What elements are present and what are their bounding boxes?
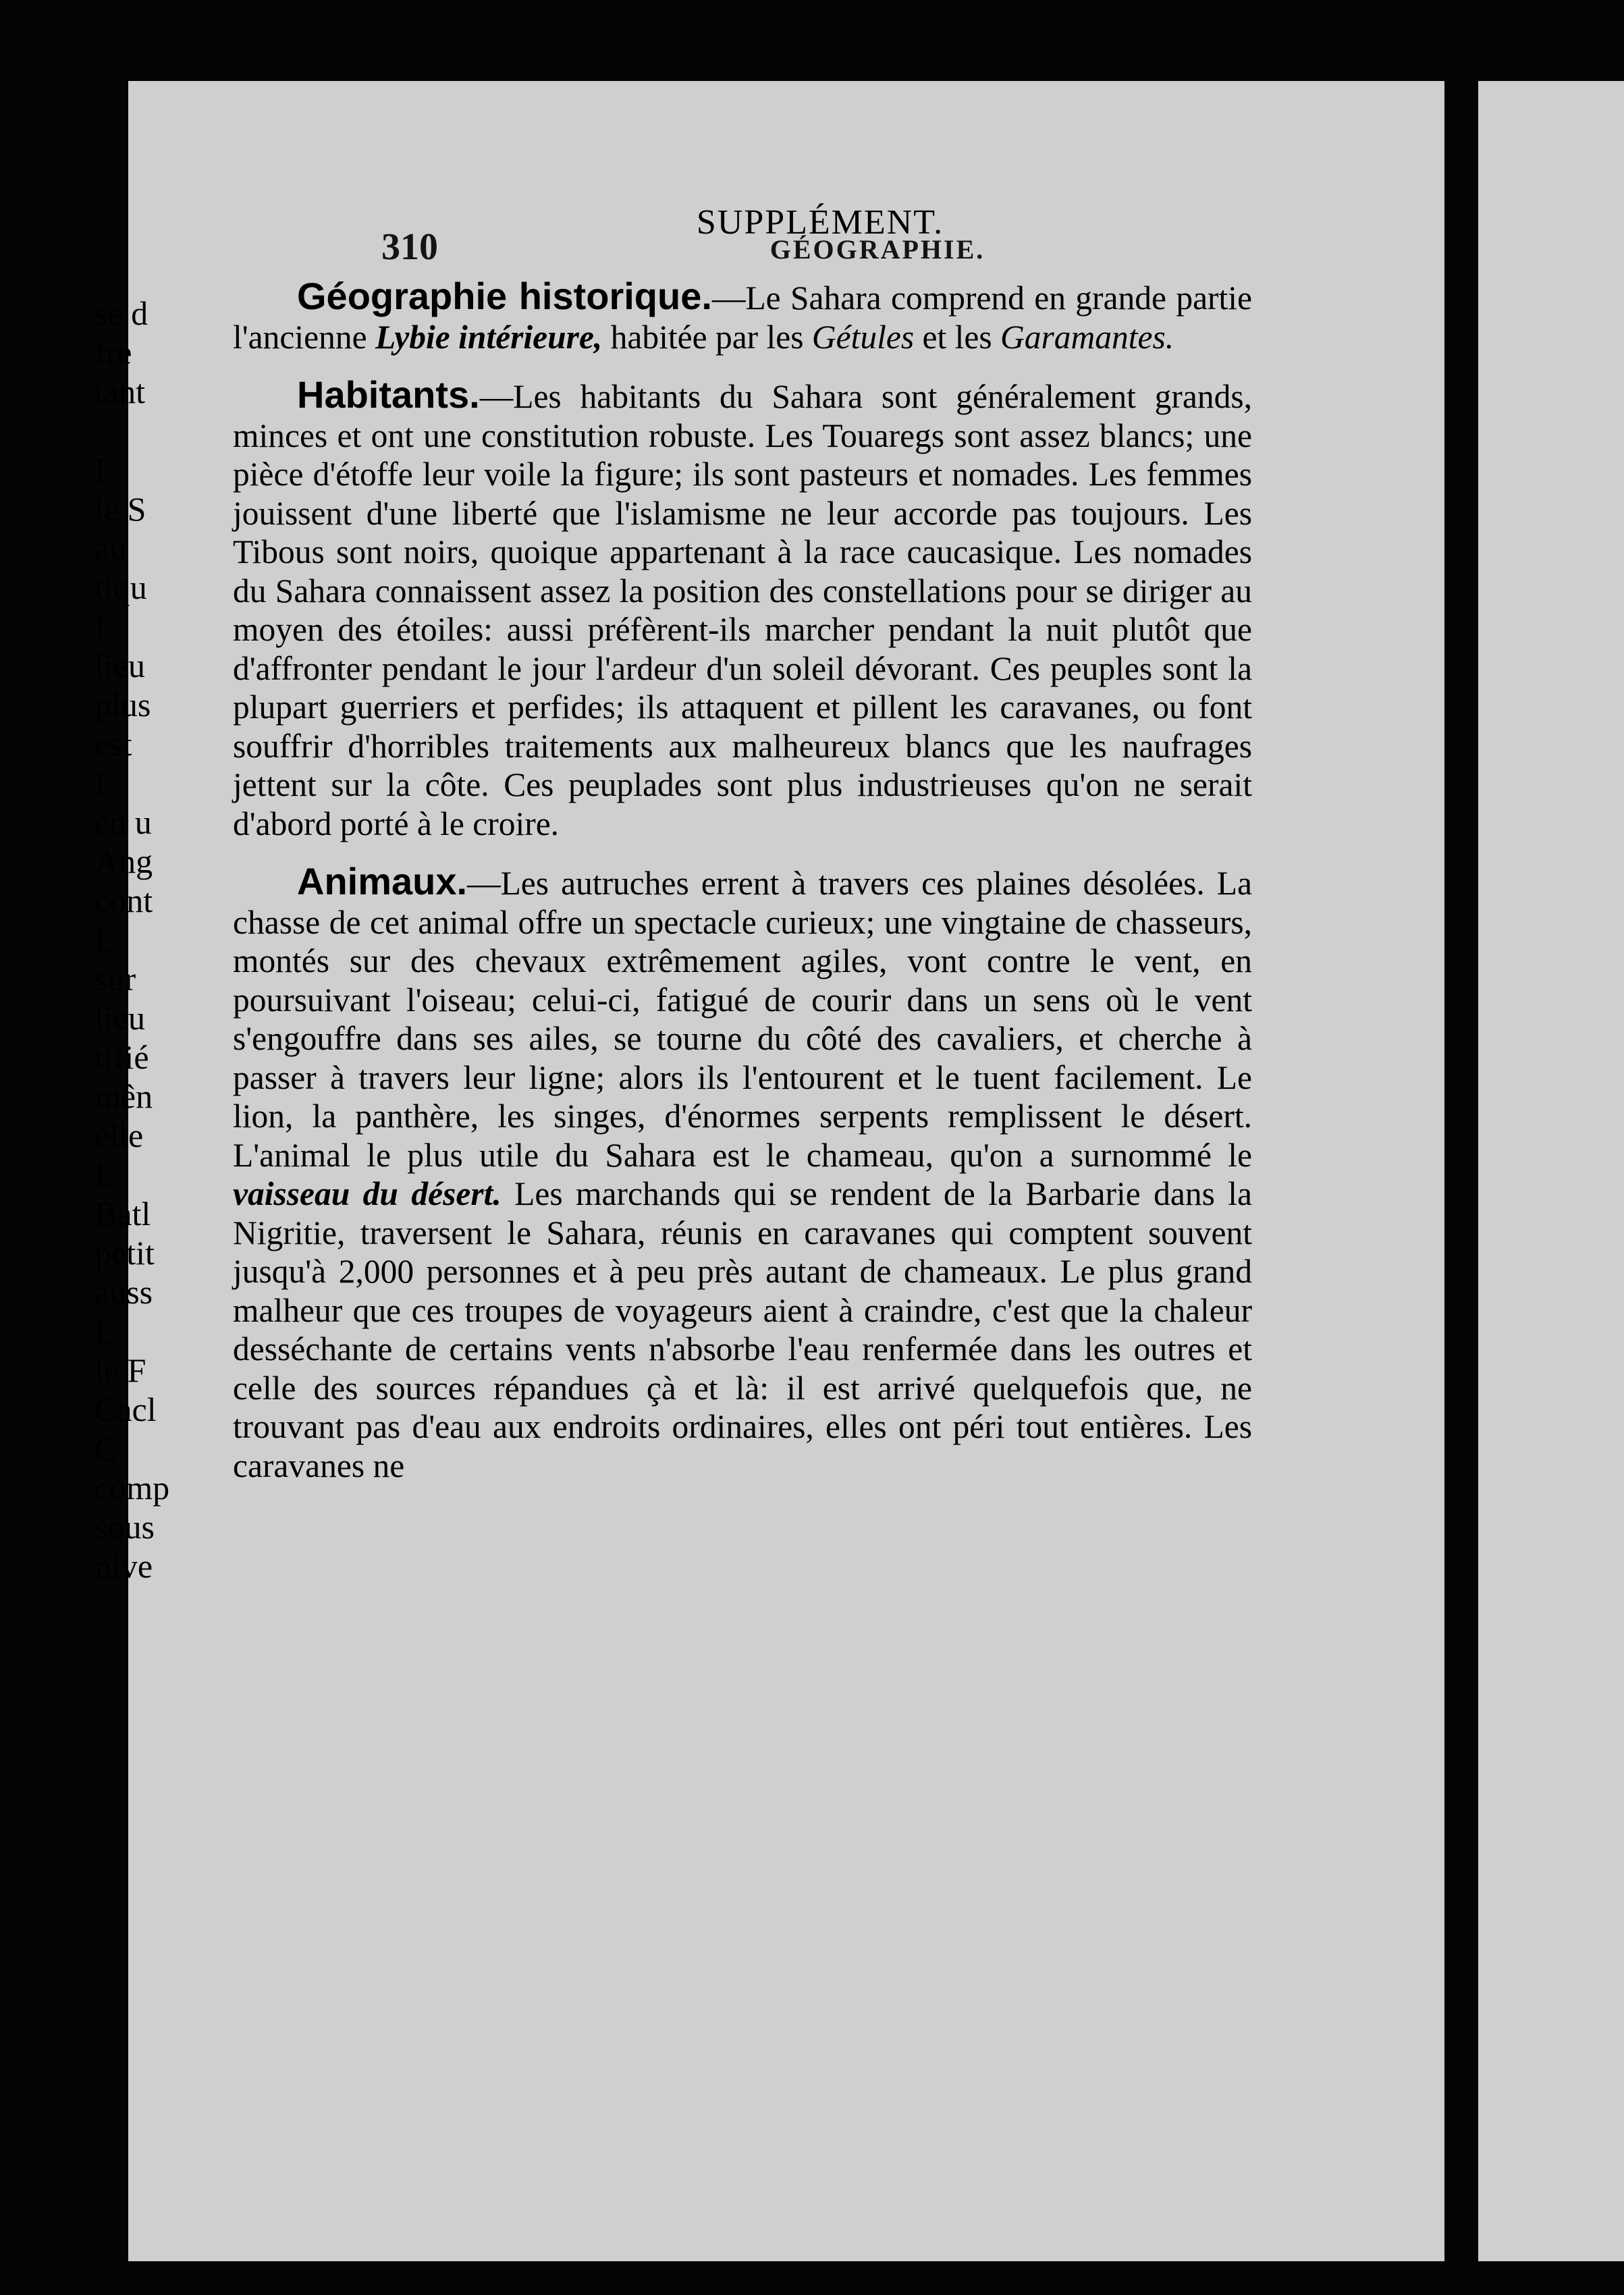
text-segment: Gétules [811, 318, 915, 356]
paragraph-heading: Géographie historique. [297, 275, 712, 317]
right-page-line: se d [94, 294, 148, 332]
right-page-line: comp [94, 1469, 170, 1507]
right-page-fragments [94, 294, 189, 1586]
right-page-line: tant [94, 373, 145, 410]
right-page-line: auss [94, 1273, 153, 1311]
text-segment: Garamantes. [1000, 318, 1174, 356]
right-page-line: I [94, 608, 106, 645]
right-page-line: Ang [94, 842, 153, 880]
paragraph [233, 862, 1252, 1485]
right-page-line: nive [94, 1547, 153, 1585]
right-page-line: en u [94, 803, 152, 841]
text-segment: —Les autruches errent à travers ces plaines désolées. La chasse de cet animal offre un spectacle curieux; une vingtaine de chasseurs, montés sur des chevaux extrêmement agiles, vont contre le vent, en poursuivant l'oiseau; celui-ci, fatigué de courir dans un sens où le vent s'engouffre dans ses ailes, se tourne du côté des cavaliers, et cherche à passer à travers leur ligne; alors ils l'entourent et le tuent facilement. Le lion, la panthère, les singes, d'énormes serpents remplissent le désert. L'animal le plus utile du Sahara est le chameau, qu'on a surnommé le [233, 865, 1252, 1174]
right-page-line: elle [94, 1116, 144, 1154]
paragraph [233, 277, 1252, 356]
right-page-line: cont [94, 882, 153, 919]
right-page-line: lieu [94, 647, 145, 684]
right-page-line: sous [94, 1508, 155, 1546]
right-page-edge [1478, 81, 1624, 2261]
page-number: 310 [381, 226, 438, 268]
body-text [233, 277, 1252, 1504]
right-page-line: fre [94, 333, 132, 371]
paragraph [233, 375, 1252, 843]
right-page-line: le S [94, 490, 146, 528]
right-page-line: C [94, 1430, 117, 1467]
right-page-line: Batl [94, 1195, 151, 1233]
running-title: GÉOGRAPHIE. [769, 234, 985, 265]
right-page-line: L [94, 921, 115, 959]
text-segment: vaisseau du désert. [233, 1175, 502, 1212]
text-segment: —Le Sahara comprend en grande partie l'ancienne [233, 279, 1253, 356]
right-page-line: mên [94, 1077, 153, 1115]
text-segment: Lybie intérieure, [375, 318, 603, 356]
text-segment: habitée par les [602, 318, 812, 356]
right-page-line: plus [94, 686, 151, 724]
right-page-line: I [94, 764, 106, 802]
right-page-line [94, 411, 189, 450]
text-segment: —Les habitants du Sahara sont généralement grands, minces et ont une constitution robuste. Les Touaregs sont assez blancs; une pièce d'étoffe leur voile la figure; ils sont pasteurs et nomades. Les femmes jouissent d'une liberté que l'islamisme ne leur accorde pas toujours. Les Tibous sont noirs, quoique appartenant à la race caucasique. Les nomades du Sahara connaissent assez la position des constellations pour se diriger au moyen des étoiles: aussi préfèrent-ils marcher pendant la nuit plutôt que d'affronter pendant le jour l'ardeur d'un soleil dévorant. Ces peuples sont la plupart guerriers et perfides; ils attaquent et pillent les caravanes, ou font souffrir d'horribles traitements aux malheureux blancs que les naufrages jettent sur la côte. Ces peuplades sont plus industrieuses qu'on ne serait d'abord porté à le croire. [233, 378, 1252, 842]
paragraph-heading: Habitants. [297, 373, 480, 416]
paragraph-heading: Animaux. [297, 860, 468, 902]
right-page-line: tifié [94, 1038, 149, 1076]
text-segment: et les [914, 318, 1000, 356]
right-page-line: tiqu [94, 568, 147, 606]
right-page-line: est [94, 725, 132, 763]
right-page-line: lieu [94, 999, 145, 1037]
right-page-line: sur [94, 960, 136, 998]
right-page-line: petit [94, 1234, 155, 1272]
right-page-line: I [94, 451, 106, 489]
right-page-line: au [94, 529, 127, 567]
right-page-line: Cacl [94, 1390, 157, 1428]
text-segment: Les marchands qui se rendent de la Barbarie dans la Nigritie, traversent le Sahara, réunis en caravanes qui comptent souvent jusqu'à 2,000 personnes et à peu près autant de chameaux. Le plus grand malheur que ces troupes de voyageurs aient à craindre, c'est que la chaleur desséchante de certains vents n'absorbe l'eau renfermée dans les outres et celle des sources répandues çà et là: il est arrivé quelquefois que, ne trouvant pas d'eau aux endroits ordinaires, elles ont péri tout entières. Les caravanes ne [233, 1175, 1252, 1484]
right-page-line: L [94, 1156, 115, 1193]
section-title: SUPPLÉMENT. [696, 203, 944, 242]
right-page-line: L [94, 1312, 115, 1350]
right-page-line: le F [94, 1351, 146, 1389]
